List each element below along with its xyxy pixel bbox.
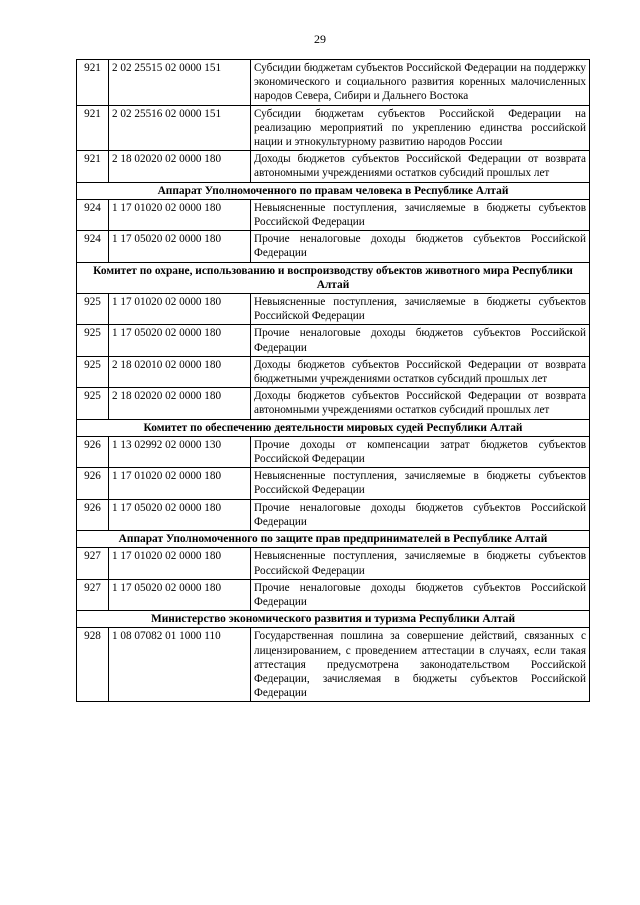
budget-classification-code-cell: 1 17 05020 02 0000 180 [109,579,251,610]
budget-classification-code-cell: 1 17 05020 02 0000 180 [109,499,251,530]
section-header-row [77,531,590,548]
table-row [77,294,590,325]
section-header-row [77,262,590,293]
table-row [77,231,590,262]
administrator-code-cell: 926 [77,499,109,530]
page-number: 29 [314,32,326,46]
table-row [77,199,590,230]
budget-classification-code-cell: 1 17 05020 02 0000 180 [109,231,251,262]
revenue-administrators-table [76,59,590,702]
revenue-name-cell: Прочие неналоговые доходы бюджетов субъектов Российской Федерации [251,499,590,530]
table-row [77,356,590,387]
table-row [77,388,590,419]
budget-classification-code-cell: 2 18 02010 02 0000 180 [109,356,251,387]
budget-classification-code-cell: 2 18 02020 02 0000 180 [109,151,251,182]
section-header-row [77,611,590,628]
revenue-name-cell: Прочие неналоговые доходы бюджетов субъектов Российской Федерации [251,579,590,610]
table-row [77,579,590,610]
budget-classification-code-cell: 1 08 07082 01 1000 110 [109,628,251,702]
table-row [77,548,590,579]
budget-classification-code-cell: 2 02 25516 02 0000 151 [109,105,251,151]
table-row [77,468,590,499]
administrator-code-cell: 921 [77,105,109,151]
administrator-code-cell: 925 [77,294,109,325]
administrator-code-cell: 928 [77,628,109,702]
revenue-name-cell: Невыясненные поступления, зачисляемые в бюджеты субъектов Российской Федерации [251,199,590,230]
table-body [77,60,590,702]
table-row [77,499,590,530]
budget-classification-code-cell: 2 18 02020 02 0000 180 [109,388,251,419]
budget-classification-code-cell: 1 17 01020 02 0000 180 [109,468,251,499]
administrator-code-cell: 921 [77,60,109,106]
section-header: Министерство экономического развития и туризма Республики Алтай [77,611,590,628]
revenue-name-cell: Доходы бюджетов субъектов Российской Федерации от возврата автономными учреждениями остатков субсидий прошлых лет [251,388,590,419]
administrator-code-cell: 925 [77,388,109,419]
revenue-name-cell: Прочие неналоговые доходы бюджетов субъектов Российской Федерации [251,325,590,356]
administrator-code-cell: 921 [77,151,109,182]
budget-classification-code-cell: 1 17 05020 02 0000 180 [109,325,251,356]
section-header-row [77,182,590,199]
administrator-code-cell: 925 [77,325,109,356]
section-header: Аппарат Уполномоченного по правам человека в Республике Алтай [77,182,590,199]
section-header: Комитет по обеспечению деятельности мировых судей Республики Алтай [77,419,590,436]
budget-classification-code-cell: 1 17 01020 02 0000 180 [109,294,251,325]
administrator-code-cell: 924 [77,199,109,230]
section-header: Комитет по охране, использованию и воспроизводству объектов животного мира Республики Алтай [77,262,590,293]
administrator-code-cell: 926 [77,468,109,499]
revenue-name-cell: Доходы бюджетов субъектов Российской Федерации от возврата автономными учреждениями остатков субсидий прошлых лет [251,151,590,182]
table-row [77,60,590,106]
revenue-name-cell: Субсидии бюджетам субъектов Российской Федерации на реализацию мероприятий по укреплению единства российской нации и этнокультурному развитию народов России [251,105,590,151]
revenue-name-cell: Прочие неналоговые доходы бюджетов субъектов Российской Федерации [251,231,590,262]
administrator-code-cell: 927 [77,548,109,579]
revenue-name-cell: Невыясненные поступления, зачисляемые в бюджеты субъектов Российской Федерации [251,294,590,325]
administrator-code-cell: 926 [77,436,109,467]
revenue-name-cell: Субсидии бюджетам субъектов Российской Федерации на поддержку экономического и социального развития коренных малочисленных народов Севера, Сибири и Дальнего Востока [251,60,590,106]
administrator-code-cell: 925 [77,356,109,387]
table-row [77,151,590,182]
budget-classification-code-cell: 1 13 02992 02 0000 130 [109,436,251,467]
revenue-name-cell: Невыясненные поступления, зачисляемые в бюджеты субъектов Российской Федерации [251,548,590,579]
table-row [77,436,590,467]
section-header-row [77,419,590,436]
table-row [77,628,590,702]
section-header: Аппарат Уполномоченного по защите прав предпринимателей в Республике Алтай [77,531,590,548]
budget-classification-code-cell: 1 17 01020 02 0000 180 [109,199,251,230]
budget-classification-code-cell: 2 02 25515 02 0000 151 [109,60,251,106]
revenue-name-cell: Доходы бюджетов субъектов Российской Федерации от возврата бюджетными учреждениями остатков субсидий прошлых лет [251,356,590,387]
budget-classification-code-cell: 1 17 01020 02 0000 180 [109,548,251,579]
administrator-code-cell: 924 [77,231,109,262]
administrator-code-cell: 927 [77,579,109,610]
revenue-name-cell: Невыясненные поступления, зачисляемые в бюджеты субъектов Российской Федерации [251,468,590,499]
table-row [77,325,590,356]
revenue-name-cell: Государственная пошлина за совершение действий, связанных с лицензированием, с проведением аттестации в случаях, если такая аттестация предусмотрена законодательством Российской Федерации, зачисляемая в бюджеты субъектов Российской Федерации [251,628,590,702]
revenue-name-cell: Прочие доходы от компенсации затрат бюджетов субъектов Российской Федерации [251,436,590,467]
table-row [77,105,590,151]
